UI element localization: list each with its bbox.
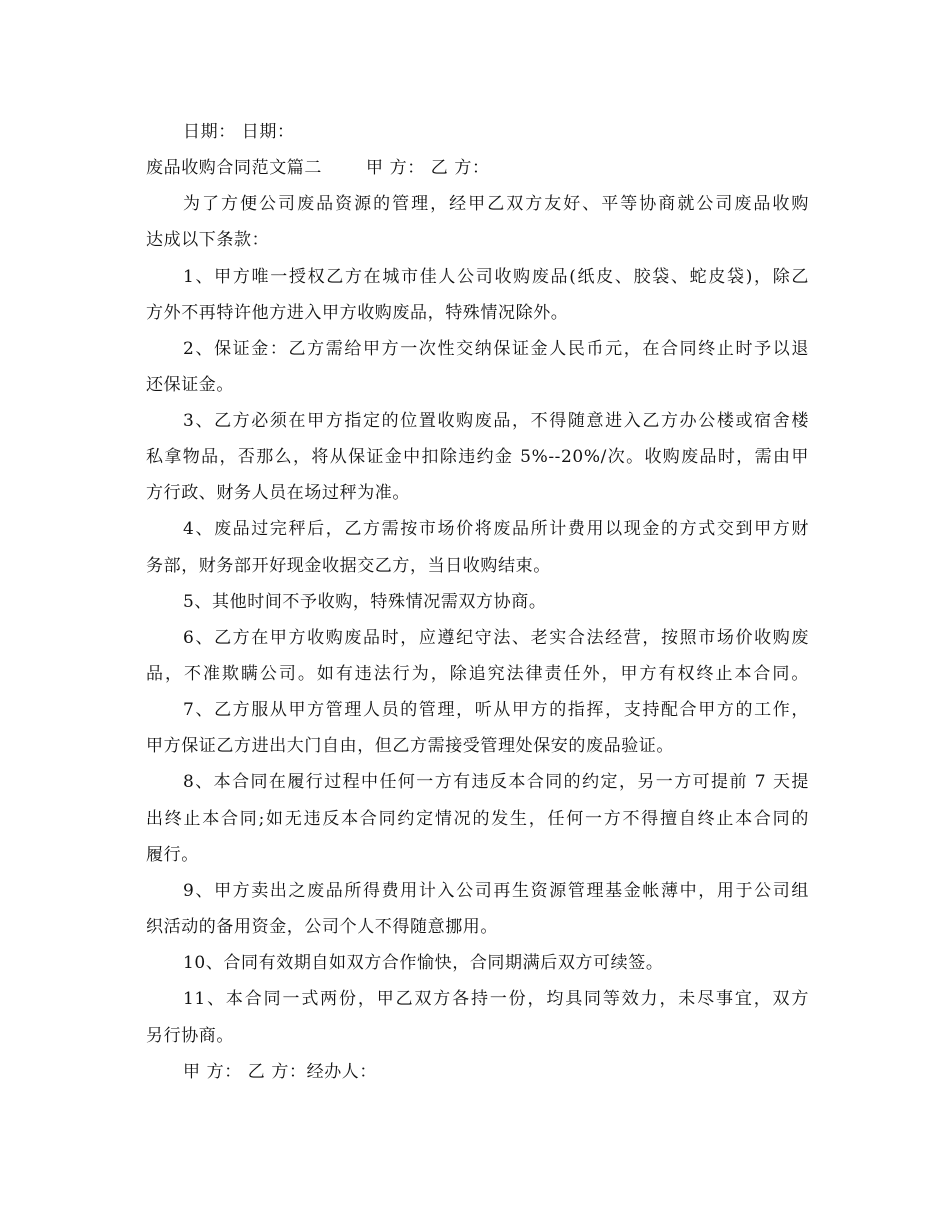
date-line: 日期： 日期： xyxy=(183,122,295,142)
clause-1-line-2: 方外不再特许他方进入甲方收购废品，特殊情况除外。 xyxy=(146,303,569,323)
clause-4-line-2: 务部，财务部开好现金收据交乙方，当日收购结束。 xyxy=(146,556,551,576)
clause-3-line-2: 私拿物品，否那么，将从保证金中扣除违约金 5%--20%/次。收购废品时，需由甲 xyxy=(146,447,809,467)
title-line xyxy=(146,157,816,179)
intro-line-2: 达成以下条款： xyxy=(146,230,270,250)
clause-7-line-2: 甲方保证乙方进出大门自由，但乙方需接受管理处保安的废品验证。 xyxy=(146,736,674,756)
clause-11-line-2: 另行协商。 xyxy=(146,1026,234,1046)
clause-1-line-1: 1、甲方唯一授权乙方在城市佳人公司收购废品(纸皮、胶袋、蛇皮袋)，除乙 xyxy=(183,267,809,287)
clause-9-line-2: 织活动的备用资金，公司个人不得随意挪用。 xyxy=(146,917,498,937)
clause-3-line-3: 方行政、财务人员在场过秤为准。 xyxy=(146,483,410,503)
clause-6-line-2: 品，不准欺瞒公司。如有违法行为，除追究法律责任外，甲方有权终止本合同。 xyxy=(146,664,809,684)
clause-11-line-1: 11、本合同一式两份，甲乙双方各持一份，均具同等效力，未尽事宜，双方 xyxy=(183,989,809,1009)
clause-10-line-1: 10、合同有效期自如双方合作愉快，合同期满后双方可续签。 xyxy=(183,953,664,973)
document-title: 废品收购合同范文篇二 xyxy=(146,158,322,178)
clause-4-line-1: 4、废品过完秤后，乙方需按市场价将废品所计费用以现金的方式交到甲方财 xyxy=(183,519,809,539)
signature-line: 甲 方： 乙 方：经办人： xyxy=(183,1062,378,1082)
intro-line-1: 为了方便公司废品资源的管理，经甲乙双方友好、平等协商就公司废品收购 xyxy=(183,194,809,214)
clause-2-line-2: 还保证金。 xyxy=(146,375,234,395)
clause-8-line-3: 履行。 xyxy=(146,845,199,865)
parties-header: 甲 方： 乙 方： xyxy=(366,158,490,178)
clause-8-line-2: 出终止本合同;如无违反本合同约定情况的发生，任何一方不得擅自终止本合同的 xyxy=(146,809,809,829)
clause-2-line-1: 2、保证金：乙方需给甲方一次性交纳保证金人民币元，在合同终止时予以退 xyxy=(183,339,809,359)
clause-6-line-1: 6、乙方在甲方收购废品时，应遵纪守法、老实合法经营，按照市场价收购废 xyxy=(183,628,809,648)
clause-9-line-1: 9、甲方卖出之废品所得费用计入公司再生资源管理基金帐薄中，用于公司组 xyxy=(183,881,809,901)
clause-3-line-1: 3、乙方必须在甲方指定的位置收购废品，不得随意进入乙方办公楼或宿舍楼 xyxy=(183,411,809,431)
clause-8-line-1: 8、本合同在履行过程中任何一方有违反本合同的约定，另一方可提前 7 天提 xyxy=(183,772,809,792)
clause-5-line-1: 5、其他时间不予收购，特殊情况需双方协商。 xyxy=(183,592,547,612)
clause-7-line-1: 7、乙方服从甲方管理人员的管理，听从甲方的指挥，支持配合甲方的工作， xyxy=(183,700,809,720)
